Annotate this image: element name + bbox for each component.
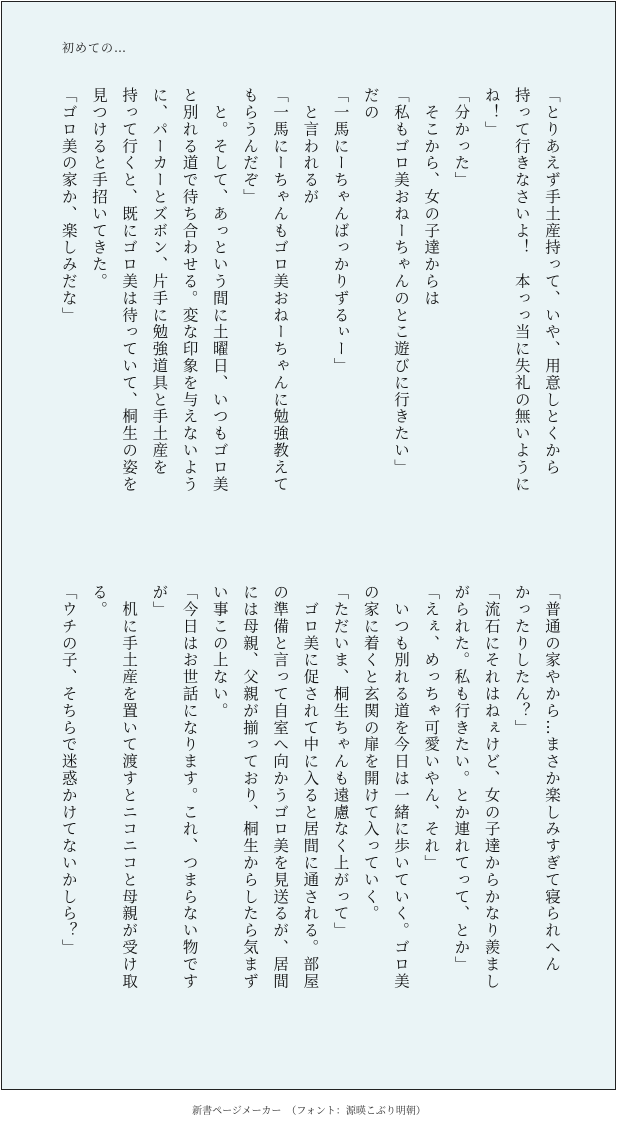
text-line: がられた。私も行きたい。とか連れてって、とか」 [452,584,471,973]
text-line: 「一馬にーちゃんばっかりずるぃー」 [331,87,350,375]
text-line: 見つけると手招いてきた。 [89,87,108,290]
text-block-bottom [54,584,567,1014]
text-line: 「私もゴロ美おねーちゃんのとこ遊びに行きたい」 [391,87,410,476]
text-line: 持って行くと、既にゴロ美は待っていて、桐生の姿を [120,87,139,493]
text-line: ゴロ美に促されて中に入ると居間に通される。部屋 [301,584,320,990]
text-line: 持って行きなさいよ！ 本っっ当に失礼の無いように [512,87,531,493]
text-line: に、パーカーとズボン、片手に勉強道具と手土産を [150,87,169,476]
text-line: 「普通の家やから…まさか楽しみすぎて寝られへん [543,584,561,973]
text-line: 「とりあえず手土産持って、いや、用意しとくから [543,87,561,476]
text-line: 「ゴロ美の家か、楽しみだな」 [59,87,78,324]
text-line: と。そして、あっという間に土曜日、いつもゴロ美 [210,87,229,493]
text-line: の家に着くと玄関の扉を開けて入っていく。 [361,584,380,922]
generator-footer: 新書ページメーカー （フォント：源暎こぶり明朝） [192,1106,426,1117]
manuscript-page [1,1,616,1090]
text-line: 机に手土産を置いて渡すとニコニコと母親が受け取 [120,584,139,990]
text-block-top [54,87,567,517]
text-line: が」 [150,584,169,618]
text-line: 「今日はお世話になります。これ、つまらない物です [180,584,199,990]
text-line: ね！」 [482,87,501,138]
text-line: 「分かった」 [452,87,471,189]
text-line: だの [361,87,380,121]
text-line: 「一馬にーちゃんもゴロ美おねーちゃんに勉強教えて [271,87,290,493]
text-line: と言われるが [301,87,320,206]
text-line: の準備と言って自室へ向かうゴロ美を見送るが、居間 [271,584,290,990]
text-line: いつも別れる道を今日は一緒に歩いていく。ゴロ美 [391,584,410,990]
page-header: 初めての… [62,41,128,55]
text-line: もらうんだぞ」 [240,87,259,206]
text-line: には母親、父親が揃っており、桐生からしたら気まず [240,584,259,990]
text-line: と別れる道で待ち合わせる。変な印象を与えないよう [180,87,199,493]
text-line: そこから、女の子達からは [422,87,441,307]
text-line: 「ウチの子、そちらで迷惑かけてないかしら？」 [59,584,78,956]
text-line: る。 [89,584,108,618]
text-line: い事この上ない。 [210,584,229,720]
text-line: 「ただいま、桐生ちゃんも遠慮なく上がって」 [331,584,350,939]
text-line: 「流石にそれはねぇけど、女の子達からかなり羨まし [482,584,501,990]
text-line: かったりしたん？」 [512,584,531,737]
text-line: 「えぇ、めっちゃ可愛いやん、それ」 [422,584,441,872]
